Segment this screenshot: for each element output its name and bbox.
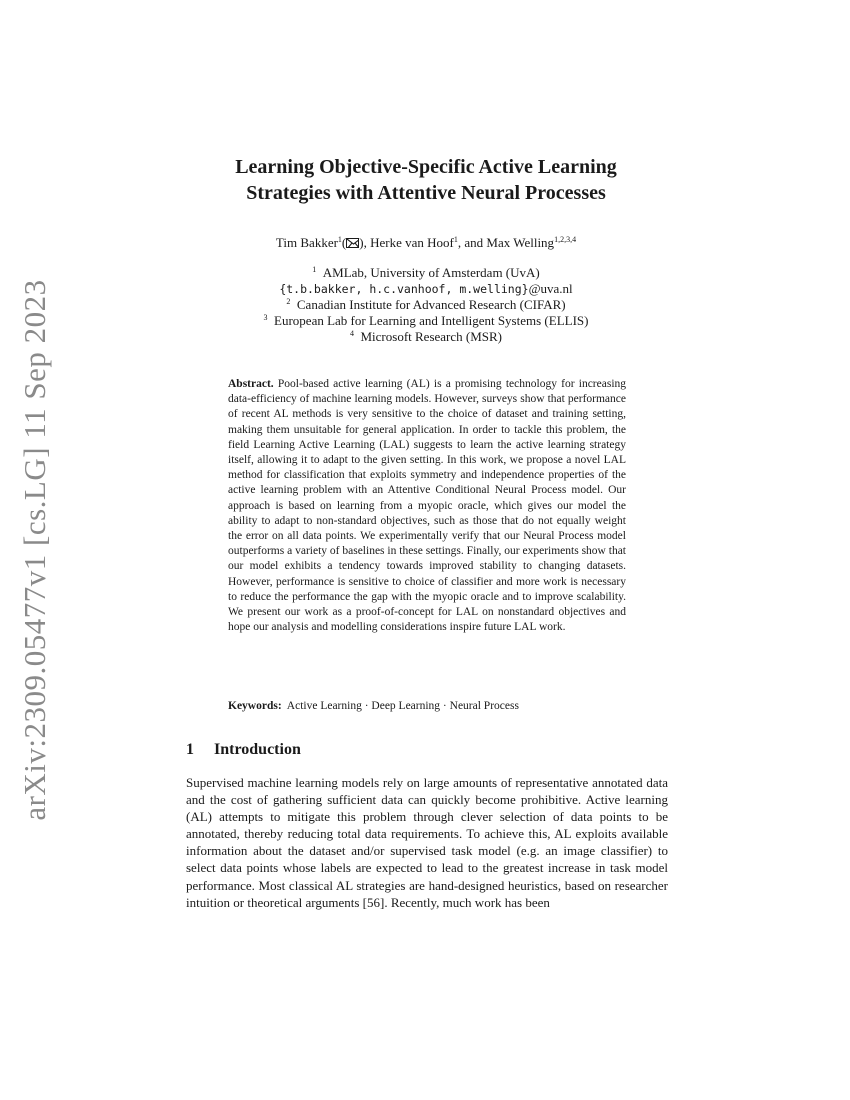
- email-addresses: {t.b.bakker, h.c.vanhoof, m.welling}: [279, 282, 529, 296]
- keywords-text: Active Learning · Deep Learning · Neural Process: [286, 700, 519, 712]
- email-line: [170, 281, 682, 297]
- envelope-icon: [346, 238, 359, 248]
- affiliation-sup: 1: [312, 265, 317, 274]
- section-title: Introduction: [214, 741, 301, 758]
- abstract: [228, 377, 626, 635]
- affiliation: [170, 297, 682, 313]
- section-heading: [186, 740, 301, 760]
- affiliation: [170, 313, 682, 329]
- affiliation: [170, 329, 682, 345]
- affiliation-text: Microsoft Research (MSR): [360, 329, 503, 344]
- section-number: 1: [186, 741, 194, 758]
- abstract-label: Abstract.: [228, 378, 274, 390]
- affiliation-sup: 3: [263, 313, 268, 322]
- affiliation-text: Canadian Institute for Advanced Research (CIFAR): [296, 297, 566, 312]
- title-line-1: Learning Objective-Specific Active Learning: [235, 156, 617, 178]
- affiliation-text: European Lab for Learning and Intelligent Systems (ELLIS): [274, 313, 589, 328]
- author-name: , Herke van Hoof: [363, 235, 454, 250]
- keywords-label: Keywords:: [228, 700, 282, 712]
- intro-paragraph: Supervised machine learning models rely on large amounts of representative annotated data and the cost of gathering sufficient data can quickly become prohibitive. Active learning (AL) attempts to mitigate this problem through clever selection of data points to be annotated, thereby reducing total data requirements. To achieve this, AL exploits available information about the dataset and/or supervised task model (e.g. an image classifier) to select data points whose labels are expected to lead to the greatest increase in task model performance. Most classical AL strategies are hand-designed heuristics, based on researcher intuition or theoretical arguments [56]. Recently, much work has been: [186, 775, 668, 910]
- arxiv-stamp-text: arXiv:2309.05477v1 [cs.LG] 11 Sep 2023: [17, 279, 52, 821]
- author-affil-sup: 1: [337, 235, 342, 244]
- keywords: [228, 699, 626, 714]
- affiliation-text: AMLab, University of Amsterdam (UvA): [322, 265, 540, 280]
- paper-title: [170, 154, 682, 206]
- author-list: Tim Bakker$^1$( ), Herke van Hoof$^1$, and Max Welling$^{1,2,3,4}$: [275, 235, 577, 250]
- author-affil-sup: 1: [453, 235, 458, 244]
- arxiv-stamp: [10, 0, 60, 1100]
- affiliation: [170, 265, 682, 281]
- author-affil-sup: 1,2,3,4: [554, 235, 577, 244]
- author-name: , and Max Welling: [457, 235, 555, 250]
- author-name: Tim Bakker: [275, 235, 338, 250]
- affiliation-sup: 4: [349, 329, 354, 338]
- email-domain: @uva.nl: [528, 281, 573, 296]
- title-line-2: Strategies with Attentive Neural Processes: [246, 182, 606, 204]
- abstract-text: Pool-based active learning (AL) is a promising technology for increasing data-efficiency of machine learning models. However, surveys show that performance of recent AL methods is very sensitive to the choice of dataset and training setting, making them unsuitable for general application. In order to tackle this problem, the field Learning Active Learning (LAL) suggests to learn the active learning strategy itself, allowing it to adapt to the given setting. In this work, we propose a novel LAL method for classification that exploits symmetry and independence properties of the active learning problem with an Attentive Conditional Neural Process model. Our approach is based on learning from a myopic oracle, which gives our model the ability to adapt to non-standard objectives, such as those that do not equally weight the error on all data points. We experimentally verify that our Neural Process model outperforms a variety of baselines in these settings. Finally, our experiments show that our model exhibits a tendency towards improved stability to changing datasets. However, performance is sensitive to choice of classifier and more work is necessary to reduce the performance the gap with the myopic oracle and to improve scalability. We present our work as a proof-of-concept for LAL on nonstandard objectives and hope our analysis and modelling considerations inspire future LAL work.: [228, 378, 627, 634]
- affiliation-sup: 2: [286, 297, 291, 306]
